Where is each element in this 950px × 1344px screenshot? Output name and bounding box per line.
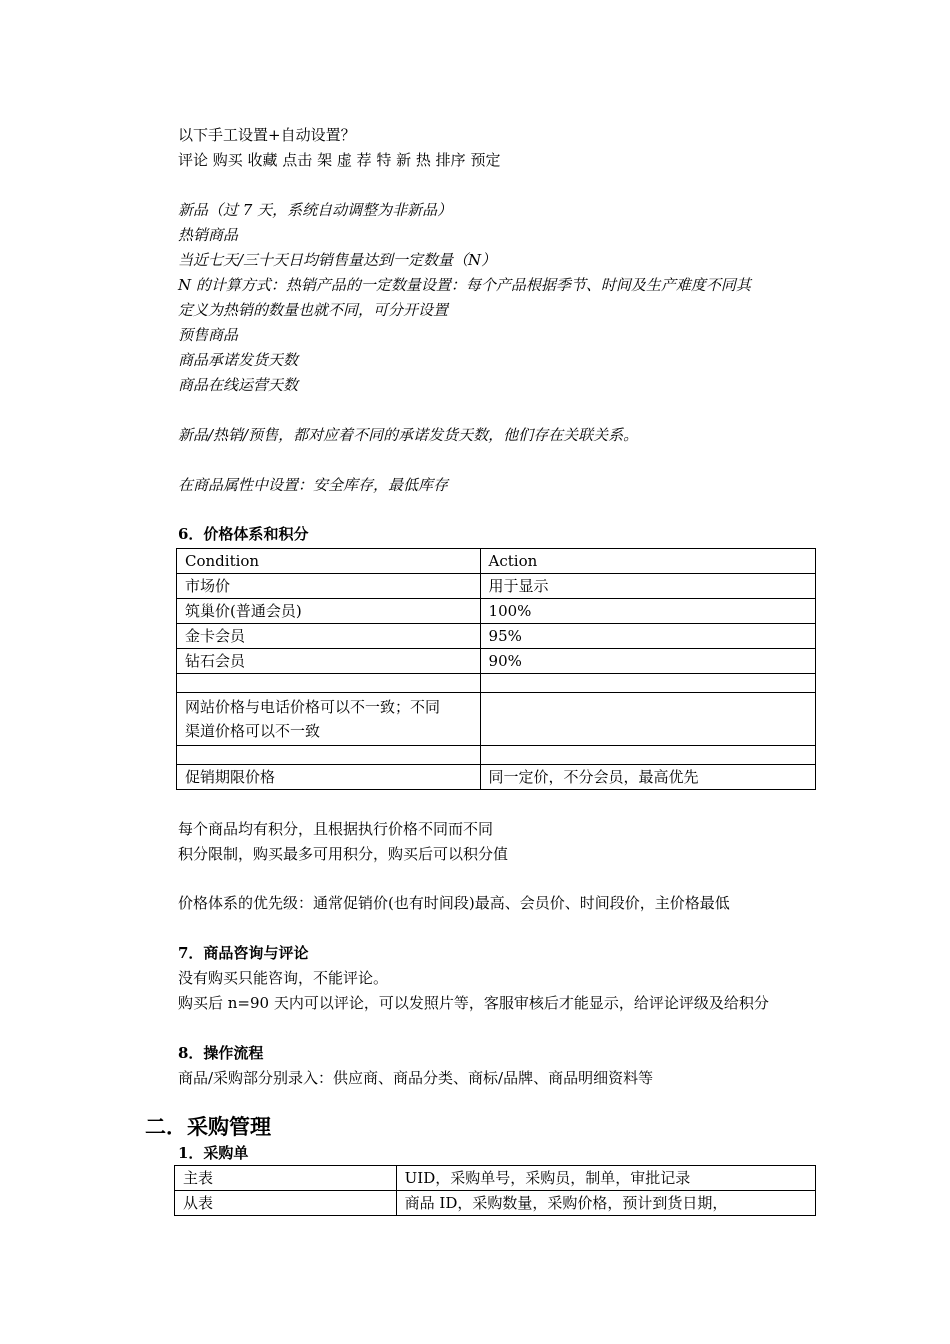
table-cell (480, 746, 815, 765)
table-row (175, 1166, 816, 1191)
intro-line-2: 评论 购买 收藏 点击 架 虚 荐 特 新 热 排序 预定 (178, 151, 501, 169)
table-row (177, 599, 816, 624)
table-cell: 钻石会员 (177, 649, 481, 674)
table-cell (480, 693, 815, 746)
table-cell: 从表 (175, 1191, 397, 1216)
table-cell: 筑巢价(普通会员) (177, 599, 481, 624)
purchase-order-heading: 1．采购单 (178, 1144, 249, 1162)
table-cell: 金卡会员 (177, 624, 481, 649)
chapter-2-heading: 二．采购管理 (145, 1114, 271, 1139)
table-cell: UID，采购单号，采购员，制单，审批记录 (396, 1166, 815, 1191)
section-7-line-1: 没有购买只能咨询，不能评论。 (178, 969, 389, 987)
table-row (177, 746, 816, 765)
table-cell (480, 674, 815, 693)
product-note-hot-rule: 当近七天/三十天日均销售量达到一定数量（N） (178, 251, 497, 269)
table-row (175, 1191, 816, 1216)
table-cell (177, 693, 481, 746)
table-cell: 促销期限价格 (177, 765, 481, 790)
section-6-heading: 6．价格体系和积分 (178, 525, 309, 543)
points-note-2: 积分限制，购买最多可用积分，购买后可以积分值 (178, 845, 509, 863)
table-cell: 90% (480, 649, 815, 674)
table-cell-line: 渠道价格可以不一致 (185, 722, 321, 740)
table-header-cell: Condition (177, 549, 481, 574)
purchase-order-table (174, 1165, 816, 1216)
table-cell: 主表 (175, 1166, 397, 1191)
section-8-heading: 8．操作流程 (178, 1044, 264, 1062)
product-note-presale: 预售商品 (178, 326, 239, 344)
table-cell: 95% (480, 624, 815, 649)
price-table (176, 548, 816, 790)
product-note-calc-cont: 定义为热销的数量也就不同，可分开设置 (178, 301, 449, 319)
product-note-hot: 热销商品 (178, 226, 239, 244)
table-cell: 同一定价，不分会员，最高优先 (480, 765, 815, 790)
price-priority-note: 价格体系的优先级：通常促销价(也有时间段)最高、会员价、时间段价，主价格最低 (178, 894, 730, 912)
product-note-calc: N 的计算方式：热销产品的一定数量设置：每个产品根据季节、时间及生产难度不同其 (178, 276, 751, 294)
table-row (177, 549, 816, 574)
relation-note: 新品/热销/预售，都对应着不同的承诺发货天数，他们存在关联关系。 (178, 426, 639, 444)
table-cell-line: 网站价格与电话价格可以不一致；不同 (185, 698, 441, 716)
section-7-line-2: 购买后 n=90 天内可以评论，可以发照片等，客服审核后才能显示，给评论评级及给积分 (178, 994, 769, 1012)
table-row (177, 693, 816, 746)
table-cell: 市场价 (177, 574, 481, 599)
section-7-heading: 7．商品咨询与评论 (178, 944, 309, 962)
table-row (177, 624, 816, 649)
table-cell: 100% (480, 599, 815, 624)
section-8-line: 商品/采购部分别录入：供应商、商品分类、商标/品牌、商品明细资料等 (178, 1069, 654, 1087)
intro-line-1: 以下手工设置+自动设置？ (178, 126, 356, 144)
table-row (177, 674, 816, 693)
product-note-ship-days: 商品承诺发货天数 (178, 351, 299, 369)
product-note-new: 新品（过 7 天，系统自动调整为非新品） (178, 201, 453, 219)
table-row (177, 574, 816, 599)
points-note-1: 每个商品均有积分，且根据执行价格不同而不同 (178, 820, 494, 838)
product-note-online-days: 商品在线运营天数 (178, 376, 299, 394)
table-cell: 用于显示 (480, 574, 815, 599)
table-cell: 商品 ID，采购数量，采购价格，预计到货日期， (396, 1191, 815, 1216)
table-row (177, 765, 816, 790)
table-header-cell: Action (480, 549, 815, 574)
table-row (177, 649, 816, 674)
table-cell (177, 674, 481, 693)
stock-note: 在商品属性中设置：安全库存，最低库存 (178, 476, 449, 494)
table-cell (177, 746, 481, 765)
